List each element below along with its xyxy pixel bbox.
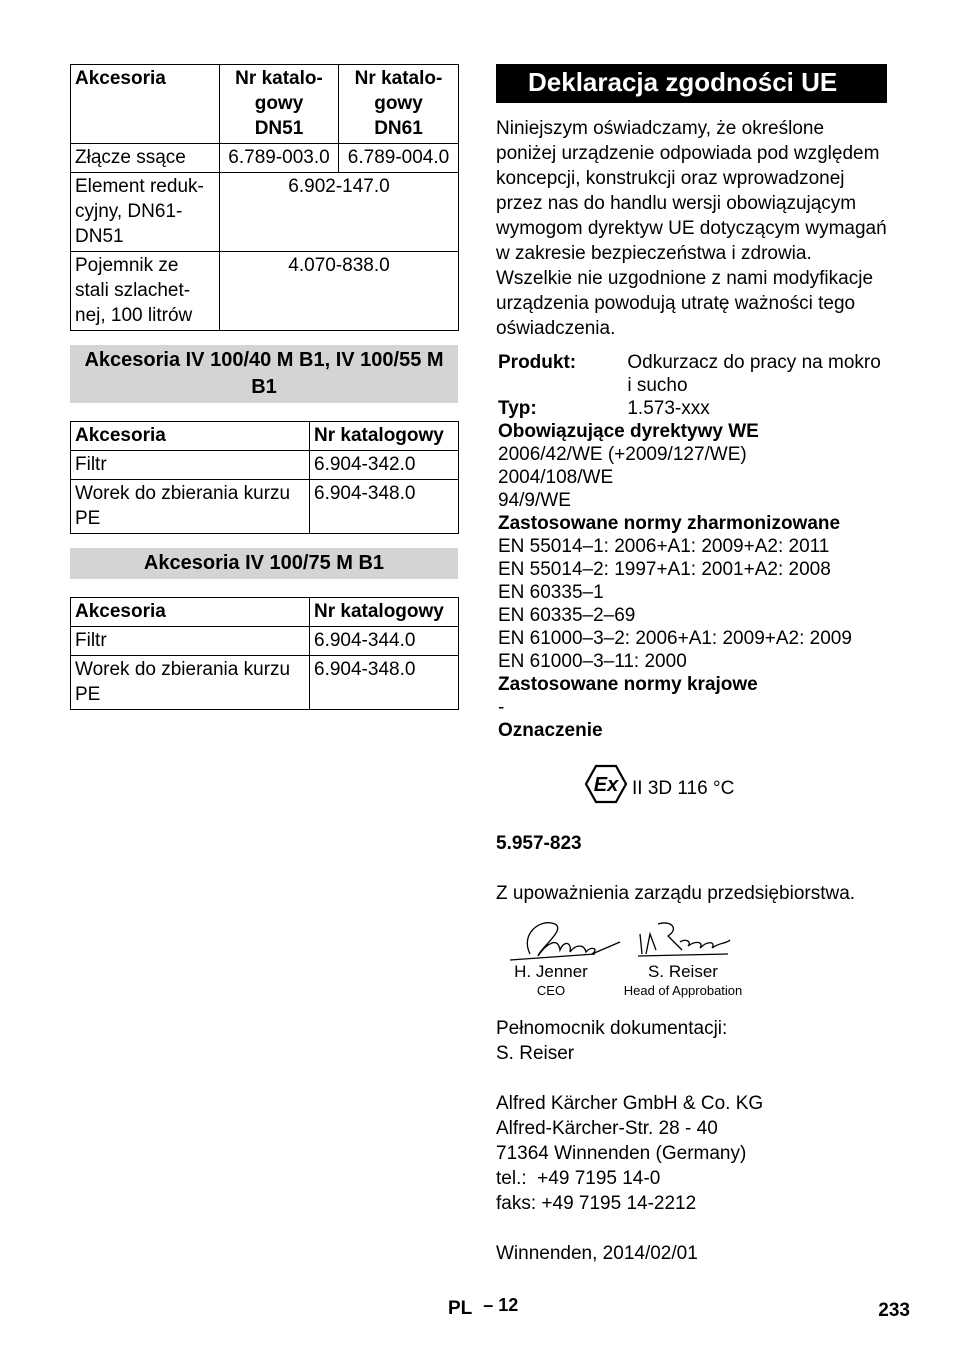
norm-item: EN 55014–1: 2006+A1: 2009+A2: 2011: [498, 536, 830, 557]
table-cell: 6.904-348.0: [310, 480, 459, 534]
norm-item: EN 55014–2: 1997+A1: 2001+A2: 2008: [498, 559, 831, 580]
table-cell: Element reduk- cyjny, DN61- DN51: [71, 173, 220, 252]
address-line: 71364 Winnenden (Germany): [496, 1143, 747, 1164]
table-row: [71, 451, 459, 480]
address-line: Alfred Kärcher GmbH & Co. KG: [496, 1093, 764, 1114]
product-info: [496, 351, 888, 420]
table-row: [71, 252, 459, 331]
table-cell: 6.789-003.0: [220, 144, 339, 173]
signatory-role: CEO: [536, 983, 566, 998]
table-cell: Filtr: [71, 451, 310, 480]
table-cell: Złącze ssące: [71, 144, 220, 173]
table-header: Nr katalogowy: [310, 422, 459, 451]
ex-hexagon-icon: [584, 764, 628, 804]
table-cell: 6.789-004.0: [339, 144, 459, 173]
declaration-title: Deklaracja zgodności UE: [496, 64, 887, 103]
doc-rep-name: S. Reiser: [496, 1043, 575, 1064]
table-row: [71, 627, 459, 656]
table-header: Akcesoria: [71, 65, 220, 144]
product-label: Produkt:: [498, 352, 577, 373]
directive-item: 2006/42/WE (+2009/127/WE): [498, 444, 747, 465]
signatory-name: S. Reiser: [648, 962, 718, 981]
norms-title: Zastosowane normy zharmonizowane: [498, 513, 841, 534]
table-cell: Worek do zbierania kurzu PE: [71, 480, 310, 534]
signatory-approbation: [618, 962, 748, 1000]
footer-local-page: – 12: [483, 1295, 519, 1315]
table-header: Nr katalo- gowy DN51: [220, 65, 339, 144]
norm-item: EN 60335–1: [498, 582, 604, 603]
table-cell: Worek do zbierania kurzu PE: [71, 656, 310, 710]
table-cell: 6.902-147.0: [220, 173, 459, 252]
authorization-text: Z upoważnienia zarządu przedsiębiorstwa.: [496, 883, 856, 904]
directive-item: 94/9/WE: [498, 490, 571, 511]
directive-item: 2004/108/WE: [498, 467, 614, 488]
product-value: Odkurzacz do pracy na mokro i sucho: [627, 352, 881, 396]
signatory-ceo: [496, 962, 606, 1000]
table-cell: 6.904-348.0: [310, 656, 459, 710]
footer-lang: PL: [448, 1298, 472, 1319]
doc-rep-label: Pełnomocnik dokumentacji:: [496, 1018, 728, 1039]
table-row: [71, 144, 459, 173]
table-header: Nr katalogowy: [310, 598, 459, 627]
type-label: Typ:: [498, 398, 537, 419]
place-date: Winnenden, 2014/02/01: [496, 1243, 698, 1264]
table-row: [71, 480, 459, 534]
table-header: Akcesoria: [71, 422, 310, 451]
table-cell: Pojemnik ze stali szlachet- nej, 100 litrów: [71, 252, 220, 331]
section-heading: Akcesoria IV 100/40 M B1, IV 100/55 M B1: [70, 345, 458, 403]
left-column: [70, 64, 458, 710]
norm-item: EN 60335–2–69: [498, 605, 636, 626]
signatory-name: H. Jenner: [514, 962, 588, 981]
declaration-intro: Niniejszym oświadczamy, że określone poniżej urządzenie odpowiada pod względem koncepcji, konstrukcji oraz wprowadzonej przez nas do handlu wersji obowiązującym wymogom dyrektyw UE dotyczącym wymagań w zakresie bezpieczeństwa i zdrowia. Wszelkie nie uzgodnione z nami modyfikacje urządzenia powodują utratę ważności tego oświadczenia.: [496, 118, 887, 339]
accessories-table-dn: [70, 64, 459, 331]
table-row: [71, 173, 459, 252]
page-number: 233: [878, 1300, 910, 1321]
ex-marking: [496, 764, 888, 804]
address-line: faks: +49 7195 14-2212: [496, 1193, 697, 1214]
table-header: Nr katalo- gowy DN61: [339, 65, 459, 144]
table-row: [71, 656, 459, 710]
table-cell: 6.904-344.0: [310, 627, 459, 656]
doc-number: 5.957-823: [496, 833, 582, 854]
right-column: [496, 64, 888, 1266]
address-line: tel.: +49 7195 14-0: [496, 1168, 661, 1189]
norm-item: EN 61000–3–11: 2000: [498, 651, 687, 672]
page-footer-lang: [448, 1295, 519, 1320]
svg-text:Ex: Ex: [593, 774, 619, 796]
signatures: [496, 914, 888, 1002]
national-norms-title: Zastosowane normy krajowe: [498, 674, 758, 695]
marking-title: Oznaczenie: [498, 720, 603, 741]
table-cell: Filtr: [71, 627, 310, 656]
signatory-role: Head of Approbation: [623, 983, 743, 998]
norm-item: EN 61000–3–2: 2006+A1: 2009+A2: 2009: [498, 628, 852, 649]
accessories-table-iv100-40: [70, 421, 459, 534]
national-norms-value: -: [498, 697, 505, 718]
handwritten-signatures: [500, 914, 740, 966]
accessories-table-iv100-75: [70, 597, 459, 710]
section-heading: Akcesoria IV 100/75 M B1: [70, 548, 458, 579]
table-cell: 4.070-838.0: [220, 252, 459, 331]
table-cell: 6.904-342.0: [310, 451, 459, 480]
directives-title: Obowiązujące dyrektywy WE: [498, 421, 759, 442]
ex-marking-text: II 3D 116 °C: [632, 778, 735, 799]
table-header: Akcesoria: [71, 598, 310, 627]
type-value: 1.573-xxx: [627, 398, 710, 419]
address-line: Alfred-Kärcher-Str. 28 - 40: [496, 1118, 718, 1139]
company-address: [496, 1091, 888, 1216]
